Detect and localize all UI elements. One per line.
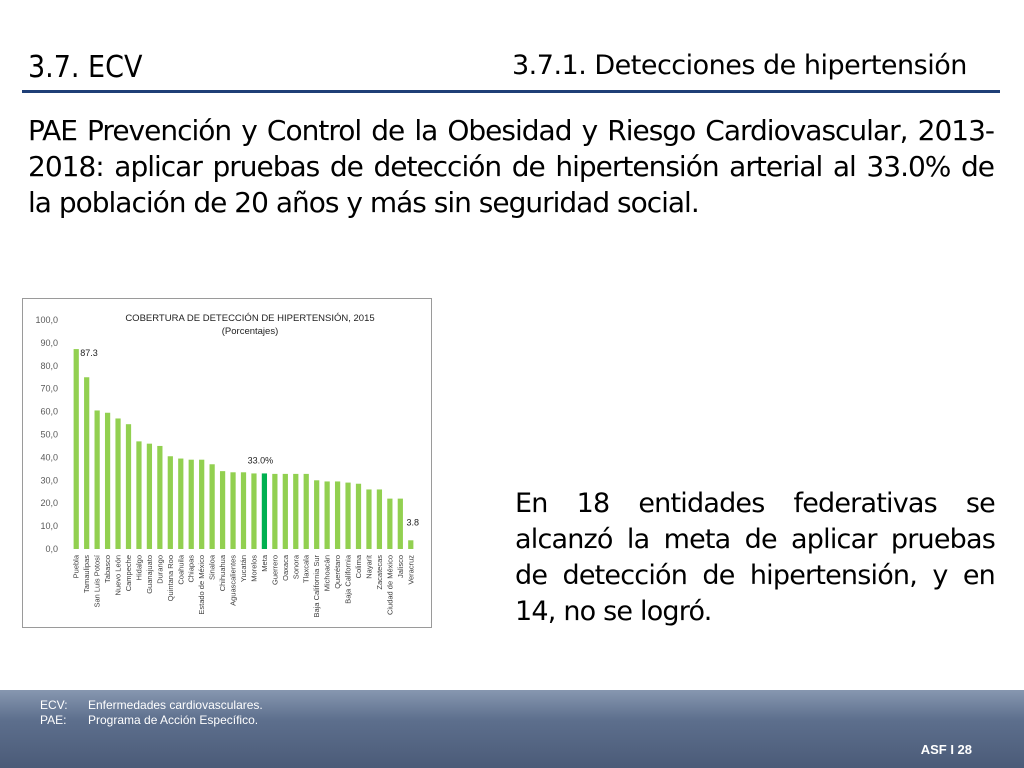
chart-svg [23, 299, 431, 627]
y-tick-label: 50,0 [40, 429, 58, 440]
bar [230, 472, 235, 549]
x-tick-label: Tlaxcala [301, 555, 311, 583]
title-divider [22, 90, 1000, 93]
subsection-title: 3.7.1. Detecciones de hipertensión [512, 50, 967, 81]
chart-title: COBERTURA DE DETECCIÓN DE HIPERTENSIÓN, 2015 [125, 313, 375, 324]
bars [74, 349, 414, 549]
footnote-text: Programa de Acción Específico. [88, 713, 259, 727]
x-tick-label: Meta [259, 555, 269, 572]
summary-paragraph: En 18 entidades federativas se alcanzó la meta de aplicar pruebas de detección de hipertensión, y en 14, no se logró. [515, 488, 995, 627]
x-tick-label: Veracruz [406, 555, 416, 585]
bar [251, 473, 256, 549]
x-tick-label: Oaxaca [280, 555, 290, 581]
bar [356, 484, 361, 549]
bar [168, 456, 173, 549]
y-tick-label: 100,0 [35, 315, 58, 325]
y-tick-label: 80,0 [40, 360, 58, 371]
x-tick-label: Baja California [343, 555, 353, 604]
x-tick-label: Nayarit [364, 555, 374, 579]
bar [366, 489, 371, 549]
coverage-chart [22, 298, 432, 628]
bar [325, 481, 330, 549]
bar [115, 418, 120, 549]
x-tick-label: Baja California Sur [312, 555, 322, 618]
x-tick-label: Chihuahua [218, 555, 228, 592]
y-tick-label: 40,0 [40, 452, 58, 463]
x-axis-labels [72, 554, 416, 617]
y-tick-label: 10,0 [40, 521, 58, 532]
page-number: ASF I 28 [920, 742, 972, 757]
x-tick-label: Chiapas [186, 555, 196, 583]
x-tick-label: Nuevo León [113, 555, 123, 596]
x-tick-label: Michoacán [322, 555, 332, 592]
y-tick-label: 20,0 [40, 498, 58, 509]
x-tick-label: Estado de México [197, 555, 207, 615]
x-tick-label: San Luis Potosí [92, 555, 102, 608]
chart-subtitle: (Porcentajes) [221, 326, 279, 337]
bar [105, 413, 110, 549]
bar [314, 480, 319, 549]
bar [335, 481, 340, 549]
x-tick-label: Morelos [249, 555, 259, 582]
x-tick-label: Zacatecas [374, 555, 384, 590]
x-tick-label: Hidalgo [134, 555, 144, 581]
x-tick-label: Yucatán [239, 555, 248, 583]
bar [136, 441, 141, 549]
x-tick-label: Tabasco [103, 555, 113, 583]
bar [189, 460, 194, 549]
x-tick-label: Tamaulipas [82, 555, 92, 593]
bar [95, 410, 100, 549]
y-tick-label: 90,0 [40, 337, 58, 348]
x-tick-label: Ciudad de México [385, 555, 395, 616]
footnote-abbr: ECV: [40, 698, 68, 712]
footnote-pae [40, 713, 258, 727]
footnote-ecv [40, 698, 263, 712]
bar [241, 472, 246, 549]
x-tick-label: Colima [354, 555, 363, 579]
x-tick-label: Jalisco [395, 555, 405, 578]
x-tick-label: Guanajuato [144, 555, 154, 594]
x-tick-label: Sonora [291, 555, 301, 580]
bar [283, 474, 288, 549]
bar [220, 471, 225, 549]
x-tick-label: Guerrero [270, 555, 280, 586]
x-tick-label: Durango [155, 555, 165, 584]
section-title: 3.7. ECV [28, 50, 143, 85]
data-label: 3.8 [406, 517, 420, 528]
x-tick-label: Campeche [124, 555, 133, 592]
x-tick-label: Quintana Roo [165, 555, 175, 602]
bar [199, 460, 204, 549]
x-tick-label: Puebla [71, 555, 81, 579]
x-tick-label: Aguascalientes [228, 555, 238, 606]
bar [272, 474, 277, 549]
bar [126, 424, 131, 549]
bar [147, 444, 152, 549]
bar [387, 499, 392, 549]
bar [84, 377, 89, 549]
x-tick-label: Querétaro [333, 555, 343, 589]
footnote-text: Enfermedades cardiovasculares. [88, 698, 263, 712]
data-label: 87.3 [80, 348, 98, 359]
intro-paragraph: PAE Prevención y Control de la Obesidad y Riesgo Cardiovascular, 2013-2018: aplicar pruebas de detección de hipertensión arterial al 33.0% de la población de 20 años y más sin seguridad social. [28, 114, 994, 219]
bar [345, 483, 350, 549]
x-tick-label: Sinaloa [207, 555, 217, 581]
bar [377, 489, 382, 549]
bar [398, 499, 403, 549]
meta-bar [262, 473, 267, 549]
y-tick-label: 70,0 [40, 383, 58, 394]
data-label: 33.0% [247, 455, 274, 466]
bar [408, 540, 413, 549]
bar [210, 464, 215, 549]
y-tick-label: 30,0 [40, 475, 58, 486]
bar [304, 474, 309, 549]
x-tick-label: Coahuila [176, 555, 186, 585]
y-tick-label: 60,0 [40, 406, 58, 417]
footnote-abbr: PAE: [40, 713, 67, 727]
y-tick-label: 0,0 [45, 544, 58, 554]
bar [178, 459, 183, 549]
bar [293, 474, 298, 549]
bar [74, 349, 79, 549]
y-axis-ticks [35, 315, 58, 554]
bar [157, 446, 162, 549]
